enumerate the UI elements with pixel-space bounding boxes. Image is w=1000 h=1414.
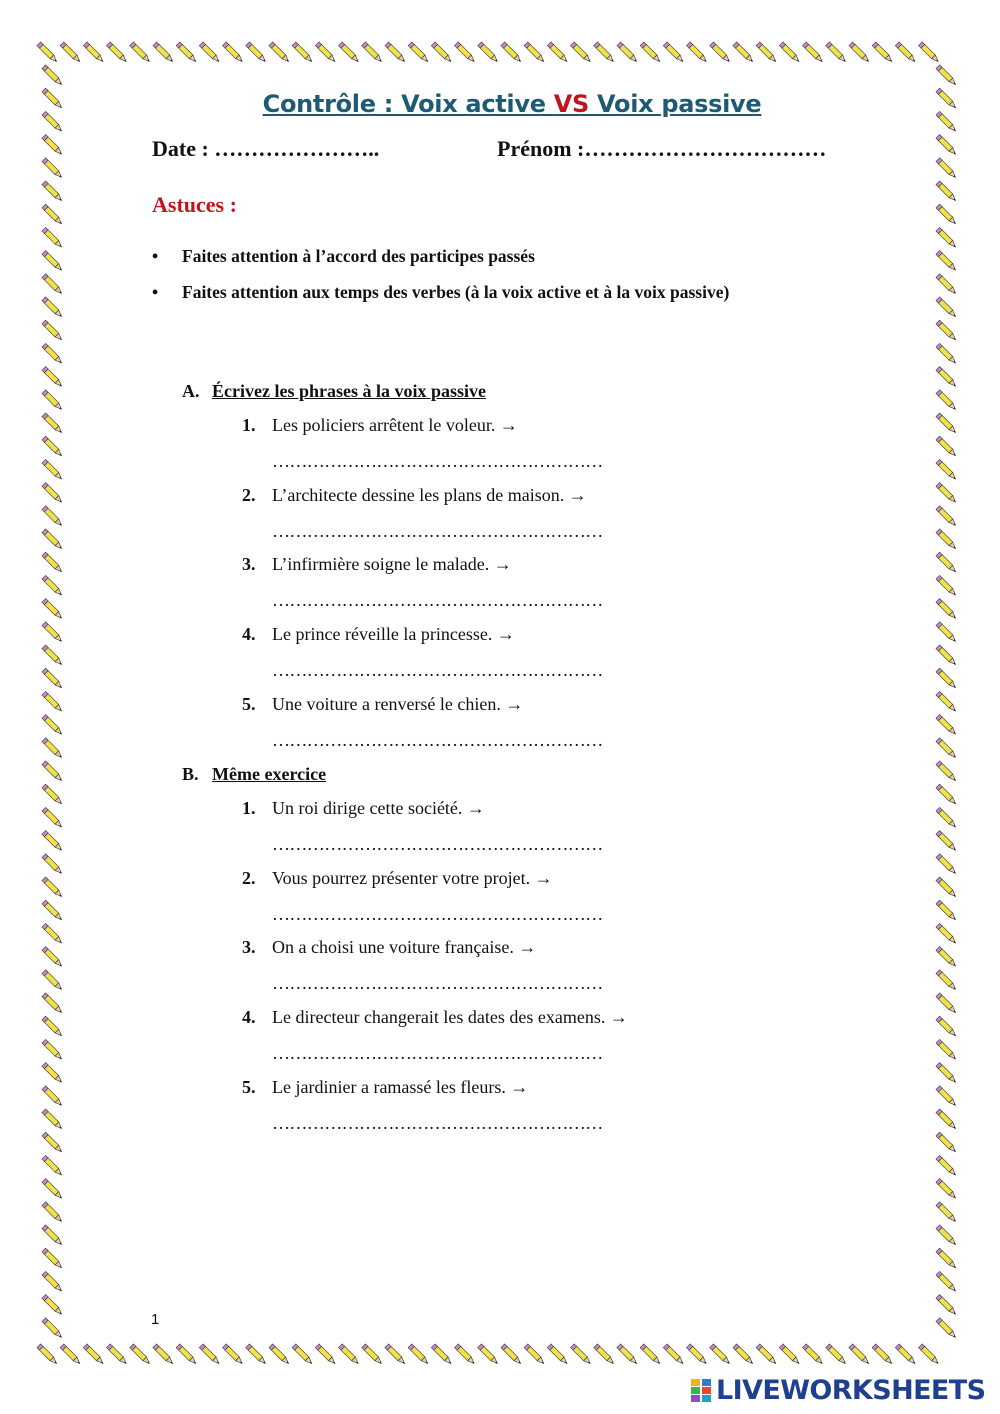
- pencil-icon: [936, 529, 958, 551]
- item-number: 4.: [242, 1007, 256, 1028]
- pencil-icon: [936, 1109, 958, 1131]
- pencil-icon: [42, 204, 64, 226]
- pencil-icon: [199, 42, 221, 64]
- pencil-icon: [594, 42, 616, 64]
- answer-line[interactable]: …………………………………………………: [272, 451, 603, 471]
- pencil-icon: [339, 42, 361, 64]
- pencil-icon: [199, 1344, 221, 1366]
- pencil-icon: [431, 42, 453, 64]
- pencil-icon: [42, 877, 64, 899]
- pencil-icon: [501, 42, 523, 64]
- answer-line[interactable]: …………………………………………………: [272, 834, 603, 854]
- page-title: [0, 90, 1000, 118]
- pencil-icon: [42, 390, 64, 412]
- item-sentence: L’infirmière soigne le malade. →: [272, 554, 512, 575]
- exercise-item: [242, 1077, 702, 1147]
- pencil-icon: [42, 831, 64, 853]
- exercise-item: [242, 624, 702, 694]
- pencil-icon: [936, 738, 958, 760]
- pencil-icon: [756, 42, 778, 64]
- pencil-icon: [153, 42, 175, 64]
- answer-line[interactable]: …………………………………………………: [272, 590, 603, 611]
- item-sentence: Une voiture a renversé le chien. →: [272, 693, 524, 714]
- pencil-icon: [936, 343, 958, 365]
- pencil-icon: [803, 42, 825, 64]
- pencil-icon: [478, 1344, 500, 1366]
- pencil-icon: [42, 227, 64, 249]
- pencil-icon: [42, 1132, 64, 1154]
- pencil-icon: [936, 1225, 958, 1247]
- pencil-icon: [872, 1344, 894, 1366]
- pencil-icon: [42, 251, 64, 273]
- pencil-icon: [571, 1344, 593, 1366]
- pencil-icon: [42, 993, 64, 1015]
- pencil-icon: [936, 784, 958, 806]
- pencil-icon: [571, 42, 593, 64]
- pencil-icon: [42, 900, 64, 922]
- pencil-icon: [936, 1295, 958, 1317]
- pencil-icon: [478, 42, 500, 64]
- pencil-icon: [42, 65, 64, 87]
- pencil-border-right: [930, 36, 964, 1372]
- pencil-icon: [733, 1344, 755, 1366]
- exercise-item: [242, 415, 702, 485]
- pencil-icon: [42, 854, 64, 876]
- pencil-icon: [617, 42, 639, 64]
- pencil-icon: [756, 1344, 778, 1366]
- pencil-icon: [42, 529, 64, 551]
- tips-list: [152, 246, 912, 318]
- pencil-icon: [936, 1155, 958, 1177]
- pencil-icon: [936, 65, 958, 87]
- pencil-icon: [42, 483, 64, 505]
- pencil-icon: [42, 738, 64, 760]
- pencil-icon: [936, 320, 958, 342]
- item-sentence: Le jardinier a ramassé les fleurs. →: [272, 1076, 529, 1097]
- pencil-icon: [663, 42, 685, 64]
- section-b-items: [242, 798, 702, 1146]
- pencil-icon: [895, 42, 917, 64]
- pencil-icon: [223, 1344, 245, 1366]
- pencil-icon: [849, 42, 871, 64]
- pencil-icon: [42, 552, 64, 574]
- pencil-icon: [936, 645, 958, 667]
- pencil-icon: [42, 947, 64, 969]
- pencil-icon: [42, 761, 64, 783]
- pencil-icon: [42, 715, 64, 737]
- pencil-border-top: [36, 36, 964, 70]
- pencil-icon: [42, 297, 64, 319]
- pencil-icon: [936, 251, 958, 273]
- pencil-icon: [687, 1344, 709, 1366]
- pencil-icon: [547, 42, 569, 64]
- page-number: 1: [151, 1311, 160, 1328]
- exercise-item: [242, 485, 702, 555]
- pencil-icon: [385, 1344, 407, 1366]
- pencil-icon: [42, 970, 64, 992]
- pencil-icon: [936, 622, 958, 644]
- pencil-icon: [42, 1016, 64, 1038]
- item-number: 3.: [242, 554, 256, 575]
- pencil-icon: [936, 1248, 958, 1270]
- item-sentence: Le prince réveille la princesse. →: [272, 624, 515, 645]
- item-number: 4.: [242, 624, 256, 645]
- exercise-item: [242, 694, 702, 764]
- bullet-icon: •: [152, 246, 159, 266]
- pencil-icon: [936, 668, 958, 690]
- pencil-icon: [936, 1318, 958, 1340]
- pencil-icon: [547, 1344, 569, 1366]
- pencil-icon: [431, 1344, 453, 1366]
- pencil-icon: [936, 761, 958, 783]
- pencil-icon: [640, 1344, 662, 1366]
- pencil-icon: [936, 691, 958, 713]
- pencil-icon: [42, 1248, 64, 1270]
- exercise-item: [242, 798, 702, 868]
- pencil-icon: [936, 413, 958, 435]
- pencil-icon: [42, 1202, 64, 1224]
- pencil-icon: [153, 1344, 175, 1366]
- pencil-icon: [524, 42, 546, 64]
- pencil-icon: [42, 1109, 64, 1131]
- pencil-icon: [408, 1344, 430, 1366]
- pencil-icon: [936, 599, 958, 621]
- section-a-label: Écrivez les phrases à la voix passive: [212, 381, 486, 401]
- pencil-icon: [42, 784, 64, 806]
- pencil-icon: [936, 575, 958, 597]
- pencil-icon: [130, 1344, 152, 1366]
- pencil-icon: [936, 1016, 958, 1038]
- item-sentence: L’architecte dessine les plans de maison. →: [272, 484, 587, 505]
- pencil-icon: [176, 42, 198, 64]
- pencil-icon: [42, 1318, 64, 1340]
- prenom-field: Prénom :……………………………: [497, 136, 827, 161]
- pencil-icon: [107, 1344, 129, 1366]
- item-number: 1.: [242, 415, 256, 435]
- pencil-icon: [617, 1344, 639, 1366]
- pencil-icon: [936, 1086, 958, 1108]
- pencil-icon: [524, 1344, 546, 1366]
- pencil-icon: [936, 1179, 958, 1201]
- pencil-icon: [936, 900, 958, 922]
- section-a-letter: A.: [182, 381, 200, 401]
- pencil-icon: [42, 1271, 64, 1293]
- pencil-icon: [826, 42, 848, 64]
- pencil-icon: [936, 204, 958, 226]
- pencil-icon: [42, 1225, 64, 1247]
- watermark-text: LIVEWORKSHEETS: [716, 1374, 986, 1406]
- pencil-icon: [315, 1344, 337, 1366]
- item-sentence: Le directeur changerait les dates des examens. →: [272, 1007, 628, 1028]
- pencil-icon: [640, 42, 662, 64]
- exercise-item: [242, 1007, 702, 1077]
- pencil-icon: [936, 993, 958, 1015]
- pencil-icon: [42, 668, 64, 690]
- pencil-icon: [733, 42, 755, 64]
- pencil-icon: [42, 274, 64, 296]
- pencil-icon: [936, 181, 958, 203]
- section-b-letter: B.: [182, 764, 199, 784]
- item-number: 5.: [242, 693, 256, 714]
- tip-text: Faites attention à l’accord des participes passés: [182, 246, 535, 266]
- pencil-icon: [83, 1344, 105, 1366]
- exercise-item: [242, 868, 702, 938]
- item-number: 5.: [242, 1076, 256, 1097]
- pencil-icon: [292, 1344, 314, 1366]
- pencil-icon: [455, 42, 477, 64]
- pencil-icon: [42, 622, 64, 644]
- pencil-icon: [176, 1344, 198, 1366]
- pencil-icon: [42, 181, 64, 203]
- pencil-icon: [42, 923, 64, 945]
- pencil-icon: [779, 1344, 801, 1366]
- pencil-icon: [362, 1344, 384, 1366]
- pencil-icon: [42, 158, 64, 180]
- exercise-item: [242, 554, 702, 624]
- pencil-icon: [936, 947, 958, 969]
- pencil-icon: [826, 1344, 848, 1366]
- item-number: 3.: [242, 937, 256, 958]
- pencil-icon: [42, 135, 64, 157]
- item-sentence: Vous pourrez présenter votre projet. →: [272, 867, 553, 888]
- pencil-icon: [936, 552, 958, 574]
- answer-line[interactable]: …………………………………………………: [272, 1112, 603, 1133]
- pencil-icon: [42, 459, 64, 481]
- pencil-icon: [936, 1202, 958, 1224]
- pencil-icon: [107, 42, 129, 64]
- pencil-icon: [936, 390, 958, 412]
- pencil-icon: [42, 599, 64, 621]
- pencil-icon: [779, 42, 801, 64]
- date-field: Date : …………………..: [152, 136, 380, 161]
- pencil-icon: [246, 42, 268, 64]
- pencil-icon: [936, 715, 958, 737]
- pencil-icon: [246, 1344, 268, 1366]
- pencil-icon: [936, 274, 958, 296]
- pencil-icon: [42, 1295, 64, 1317]
- pencil-icon: [42, 645, 64, 667]
- pencil-icon: [42, 343, 64, 365]
- pencil-icon: [269, 42, 291, 64]
- answer-line[interactable]: …………………………………………………: [272, 520, 603, 541]
- tip-item: [152, 282, 912, 318]
- pencil-icon: [42, 506, 64, 528]
- item-number: 2.: [242, 867, 256, 888]
- title-part1: Contrôle : Voix active: [262, 90, 554, 118]
- item-number: 1.: [242, 798, 256, 818]
- pencil-icon: [292, 42, 314, 64]
- pencil-border-left: [36, 36, 70, 1372]
- pencil-icon: [936, 506, 958, 528]
- pencil-icon: [42, 413, 64, 435]
- pencil-icon: [385, 42, 407, 64]
- pencil-icon: [42, 320, 64, 342]
- pencil-icon: [315, 42, 337, 64]
- pencil-icon: [42, 1179, 64, 1201]
- section-b-title: [182, 764, 326, 785]
- pencil-icon: [936, 854, 958, 876]
- pencil-icon: [83, 42, 105, 64]
- pencil-icon: [936, 158, 958, 180]
- pencil-icon: [936, 923, 958, 945]
- pencil-icon: [936, 1039, 958, 1061]
- pencil-icon: [936, 1271, 958, 1293]
- pencil-icon: [710, 42, 732, 64]
- item-sentence: Les policiers arrêtent le voleur. →: [272, 415, 518, 435]
- tip-text: Faites attention aux temps des verbes (à la voix active et à la voix passive): [182, 282, 730, 302]
- pencil-icon: [687, 42, 709, 64]
- answer-line[interactable]: …………………………………………………: [272, 1043, 603, 1064]
- pencil-icon: [339, 1344, 361, 1366]
- pencil-icon: [455, 1344, 477, 1366]
- pencil-icon: [42, 1063, 64, 1085]
- pencil-icon: [42, 436, 64, 458]
- answer-line[interactable]: …………………………………………………: [272, 903, 603, 924]
- pencil-icon: [223, 42, 245, 64]
- pencil-icon: [362, 42, 384, 64]
- pencil-icon: [936, 970, 958, 992]
- liveworksheets-logo-icon: [690, 1377, 712, 1403]
- pencil-icon: [130, 42, 152, 64]
- pencil-icon: [936, 135, 958, 157]
- pencil-icon: [895, 1344, 917, 1366]
- answer-line[interactable]: …………………………………………………: [272, 973, 603, 994]
- tip-item: [152, 246, 912, 282]
- answer-line[interactable]: …………………………………………………: [272, 660, 603, 681]
- pencil-icon: [42, 1086, 64, 1108]
- title-part2: Voix passive: [589, 90, 762, 118]
- pencil-icon: [803, 1344, 825, 1366]
- pencil-icon: [936, 436, 958, 458]
- pencil-icon: [594, 1344, 616, 1366]
- pencil-icon: [42, 367, 64, 389]
- pencil-icon: [872, 42, 894, 64]
- item-number: 2.: [242, 484, 256, 505]
- section-a-title: [182, 381, 486, 402]
- pencil-icon: [936, 459, 958, 481]
- pencil-icon: [849, 1344, 871, 1366]
- pencil-icon: [269, 1344, 291, 1366]
- pencil-icon: [42, 1155, 64, 1177]
- pencil-icon: [42, 691, 64, 713]
- pencil-icon: [936, 807, 958, 829]
- pencil-icon: [936, 297, 958, 319]
- item-sentence: Un roi dirige cette société. →: [272, 798, 485, 818]
- pencil-icon: [936, 227, 958, 249]
- bullet-icon: •: [152, 282, 159, 302]
- pencil-icon: [408, 42, 430, 64]
- pencil-icon: [936, 831, 958, 853]
- title-vs: VS: [553, 90, 589, 118]
- astuces-heading: Astuces :: [152, 192, 237, 217]
- section-a-items: [242, 415, 702, 763]
- pencil-icon: [936, 1063, 958, 1085]
- pencil-icon: [936, 877, 958, 899]
- pencil-icon: [42, 807, 64, 829]
- pencil-icon: [936, 483, 958, 505]
- liveworksheets-watermark[interactable]: [690, 1374, 985, 1406]
- exercise-item: [242, 937, 702, 1007]
- section-b-label: Même exercice: [212, 764, 327, 784]
- pencil-border-bottom: [36, 1338, 964, 1372]
- item-sentence: On a choisi une voiture française. →: [272, 937, 537, 958]
- pencil-icon: [936, 367, 958, 389]
- pencil-icon: [936, 1132, 958, 1154]
- pencil-icon: [710, 1344, 732, 1366]
- pencil-icon: [663, 1344, 685, 1366]
- pencil-icon: [42, 575, 64, 597]
- pencil-icon: [42, 1039, 64, 1061]
- pencil-icon: [501, 1344, 523, 1366]
- answer-line[interactable]: …………………………………………………: [272, 729, 603, 750]
